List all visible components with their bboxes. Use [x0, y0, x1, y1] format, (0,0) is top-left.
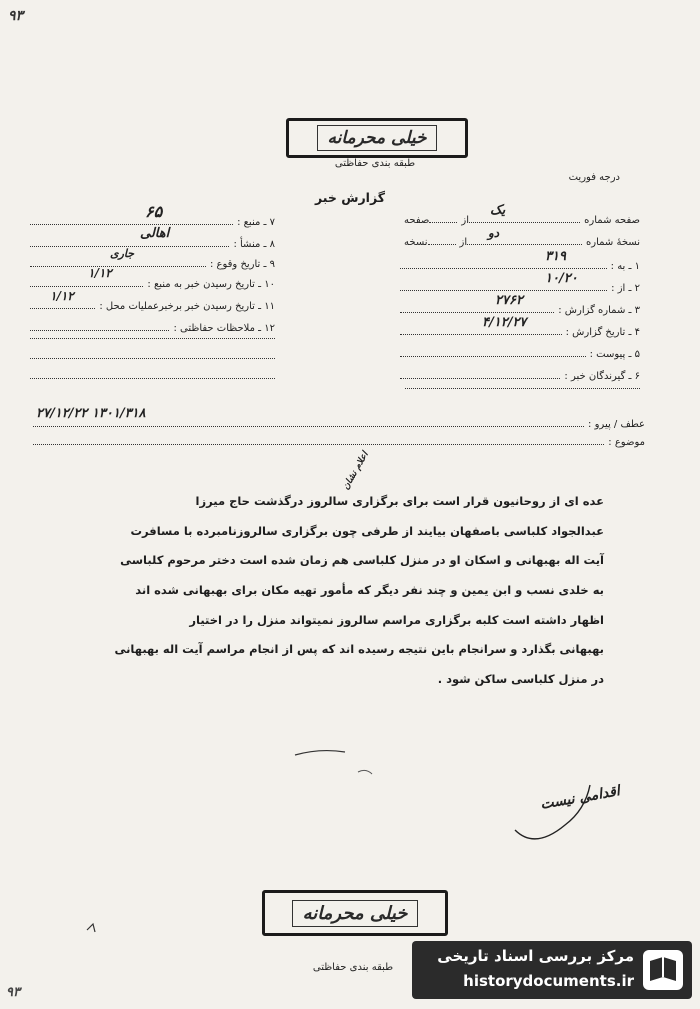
field-label: ۵ ـ پیوست : [589, 349, 640, 360]
pen-stroke [295, 751, 345, 755]
signature: اقدامی نیست [539, 783, 622, 813]
field-label: ۱۰ ـ تاریخ رسیدن خبر به منبع : [147, 279, 275, 290]
body-line: عبدالجواد کلباسی باصفهان بیایند از طرفی چون برگزاری سالروزنامبرده با مسافرت [130, 524, 604, 538]
occurrence-date-value: جاری [110, 247, 135, 260]
field-label: ۴ ـ تاریخ گزارش : [565, 327, 640, 338]
copy-value: دو [488, 226, 500, 240]
body-line: در منزل کلباسی ساکن شود . [437, 672, 604, 686]
field-label: ۷ ـ منبع : [237, 217, 275, 228]
logo-url: historydocuments.ir [463, 972, 634, 990]
body-line: بهبهانی بگذارد و سرانجام باین نتیجه رسیده اند که پس از انجام مراسم آیت اله بهبهانی [114, 642, 604, 656]
field-label: ۱۲ ـ ملاحظات حفاظتی : [173, 323, 275, 334]
field-label: ۱۱ ـ تاریخ رسیدن خبر برخبرعملیات محل : [99, 301, 275, 312]
copy-from-label: از [459, 237, 468, 248]
report-number-value: ۲۷۶۲ [495, 293, 523, 308]
top-stamp-text: خیلی محرمانه [317, 125, 438, 151]
page-of-label: صفحه [404, 215, 430, 226]
priority-label: درجه فوریت [568, 172, 620, 183]
page-number: ۹۳ [8, 8, 24, 24]
bottom-classification-label: طبقه بندی حفاظتی [312, 962, 394, 973]
body-line: به خلدی نسب و ابن یمین و چند نفر دیگر که مأمور تهیه مکان برای بهبهانی شده اند [135, 583, 604, 597]
reference-value: ۲۷/۱۲/۲۲ ۱۳۰۱/۳۱۸ [36, 406, 146, 421]
source-value: ۶۵ [145, 202, 163, 221]
page-from-label: از [461, 215, 469, 226]
field-label: صفحه شماره [584, 215, 640, 226]
report-date-value: ۴/۱۲/۲۷ [482, 315, 527, 330]
body-line: آیت اله بهبهانی و اسکان او در منزل کلباسی هم زمان شده است دختر مرحوم کلباسی [120, 553, 604, 567]
field-label: ۹ ـ تاریخ وقوع : [209, 259, 275, 270]
field-label: ۳ ـ شماره گزارش : [558, 305, 640, 316]
copy-of-label: نسخه [404, 237, 428, 248]
field-label: نسخۀ شماره [586, 237, 640, 248]
source-received-date-value: ۱/۱۲ [88, 266, 112, 280]
body-line: عده ای از روحانیون قرار است برای برگزاری سالروز درگذشت حاج میرزا [195, 494, 604, 508]
reference-label: عطف / پیرو : [588, 419, 645, 430]
logo-title: مرکز بررسی اسناد تاریخی [437, 947, 634, 965]
field-label: ۲ ـ از : [611, 283, 640, 294]
book-icon [642, 949, 684, 991]
ops-received-date-value: ۱/۱۲ [50, 289, 74, 303]
from-value: ۱۰/۲۰ [545, 271, 578, 286]
archive-logo [412, 941, 692, 999]
corner-mark: ۹۳ [6, 985, 20, 1000]
subject-label: موضوع : [608, 437, 645, 448]
page-value: یک [490, 203, 506, 218]
pen-stroke [358, 770, 372, 774]
field-label: ۱ ـ به : [610, 261, 640, 272]
pen-stroke [87, 924, 95, 932]
insertion-note: اعلام نشان [341, 450, 371, 492]
field-label: ۸ ـ منشأ : [233, 239, 275, 250]
top-classification-label: طبقه بندی حفاظتی [334, 158, 416, 169]
to-value: ۳۱۹ [545, 249, 566, 264]
bottom-classification-stamp [262, 890, 448, 936]
body-line: اظهار داشته است کلبه برگزاری مراسم سالروز نمیتواند منزل را در اختیار [189, 613, 604, 627]
origin-value: اهالی [140, 226, 170, 241]
bottom-stamp-text: خیلی محرمانه [292, 900, 419, 927]
field-label: ۶ ـ گیرندگان خبر : [564, 371, 640, 382]
form-title: گزارش خبر [314, 190, 385, 205]
